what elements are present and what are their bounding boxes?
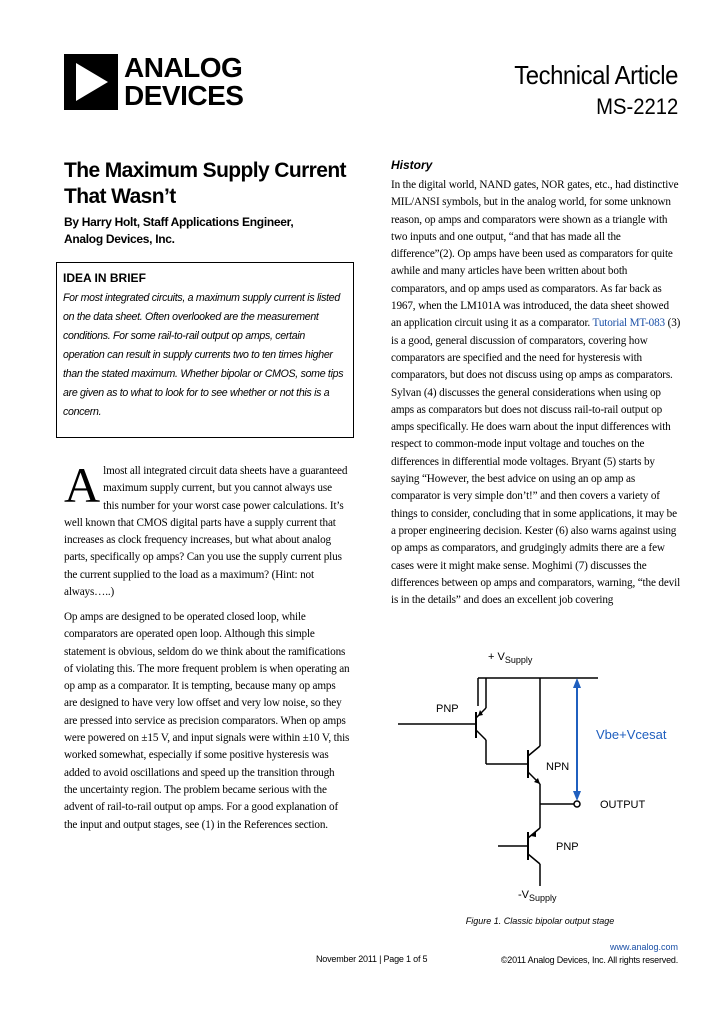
- footer-copyright: ©2011 Analog Devices, Inc. All rights reserved.: [500, 955, 678, 965]
- byline-company: Analog Devices, Inc.: [64, 232, 175, 246]
- logo-mark-icon: [64, 54, 118, 110]
- vsupply-pos-sub: Supply: [504, 655, 533, 665]
- paragraph-1-text: lmost all integrated circuit data sheets have a guaranteed maximum supply current, but you cannot always use this number for your worst case power calculations. It’s well known that CMOS digital parts have a supply current that increases as clock frequency increases, but what about analog parts, specifically op amps? Can you use the supply current plus the current supplied to the load as a maximum? (Hint: not always…..): [64, 465, 348, 599]
- history-section: [391, 177, 681, 609]
- paragraph-2-text: Op amps are designed to be operated closed loop, while comparators are operated open loop. Although this simple statement is obvious, seldom do we think about the ramifications of violating this. The more frequent problem is when operating an op amp as a comparator. It is tempting, because many op amps are designed to have very low offset and very low noise, so they are pressed into service as precision comparators. When op amps were powered on ±15 V, and input signals were within ±10 V, this worked somewhat, especially if some positive hysteresis was added to avoid oscillations and speed up the transition through the uncertainty region. The problem became serious with the advent of rail-to-rail output op amps. For a good explanation of the input and output stages, see (1) in the References section.: [64, 611, 350, 831]
- output-terminal: [574, 801, 580, 807]
- npn-collector: [528, 746, 540, 756]
- pnp-bottom-label: PNP: [556, 841, 579, 853]
- logo-text-line2: DEVICES: [124, 80, 244, 111]
- idea-in-brief-box: [56, 262, 354, 438]
- vbe-arrow-up: [573, 678, 581, 688]
- vsupply-neg-main: -V: [518, 889, 529, 901]
- document-number: MS-2212: [595, 94, 678, 119]
- history-text-a: In the digital world, NAND gates, NOR gates, etc., had distinctive MIL/ANSI symbols, but in the analog world, for some unknown reason, op amps and comparators were shown as a triangle with two inputs and one output, “and that has made all the difference”(2). Op amps have been used as comparators for quite awhile and many articles have been written about both comparators, and op amps used as comparators. As far back as 1967, when the LM101A was introduced, the data sheet showed an application circuit using it as a comparator.: [391, 179, 679, 330]
- tutorial-mt083-link[interactable]: Tutorial MT-083: [592, 317, 665, 330]
- pnp-top-label: PNP: [436, 703, 459, 715]
- npn-label: NPN: [546, 761, 570, 773]
- footer-page-info: November 2011 | Page 1 of 5: [316, 954, 428, 964]
- history-heading: History: [391, 158, 433, 172]
- brief-text: For most integrated circuits, a maximum supply current is listed on the data sheet. Often overlooked are the measurement conditions. For some rail-to-rail output op amps, certain operation can result in supply currents two to ten times higher than the stated maximum. Whether bipolar or CMOS, some tips are given as to what to look for to see whether or not this is a concern.: [63, 292, 344, 418]
- history-text-b: (3) is a good, general discussion of comparators, covering how comparators are specified and the need for hysteresis with comparators, but does not discuss using op amps as comparators. Sylvan (4) discusses the general considerations when using op amps as comparators but does not discuss rail-to-rail output op amps specifically. He does warn about the input differences with respect to common-mode input voltage and touches on the differences in differential mode voltages. Bryant (5) starts by saying “However, the best advice on using an op amp as comparator is very simple don’t!” and then covers a variety of things to consider, concluding that in some applications, it may be a proper engineering decision. Kester (6) also warns against using op amps as comparators, and grudgingly admits there are a few cases were it might make sense. Moghimi (7) discusses the differences between op amps and comparators, warning, “the devil is in the details” and does an excellent job covering: [391, 317, 681, 607]
- byline-author: By Harry Holt, Staff Applications Engineer,: [64, 215, 294, 229]
- body-paragraph-2: [64, 609, 350, 834]
- output-stage-schematic: [390, 646, 690, 904]
- byline: [64, 214, 364, 248]
- vsupply-neg-label: [518, 889, 557, 903]
- document-type: Technical Article: [514, 60, 678, 90]
- figure-caption: Figure 1. Classic bipolar output stage: [465, 916, 615, 926]
- history-paragraph: [391, 177, 681, 609]
- body-paragraph-1: [64, 457, 348, 601]
- footer-website-link[interactable]: www.analog.com: [609, 942, 678, 952]
- logo-text-line1: ANALOG: [124, 52, 243, 83]
- vsupply-pos-main: + V: [488, 651, 505, 663]
- article-title: The Maximum Supply Current That Wasn’t: [64, 159, 346, 208]
- pnp-top-collector: [476, 730, 486, 740]
- vsupply-pos-label: [488, 651, 533, 665]
- drop-cap: A: [64, 457, 101, 513]
- vbe-vcesat-label: Vbe+Vcesat: [596, 727, 667, 742]
- vsupply-neg-sub: Supply: [529, 893, 557, 903]
- output-label: OUTPUT: [600, 799, 646, 811]
- vbe-arrow-down: [573, 791, 581, 801]
- pnp-bottom-collector: [528, 854, 540, 864]
- analog-devices-logo: [64, 54, 264, 112]
- brief-heading: IDEA IN BRIEF: [63, 271, 146, 285]
